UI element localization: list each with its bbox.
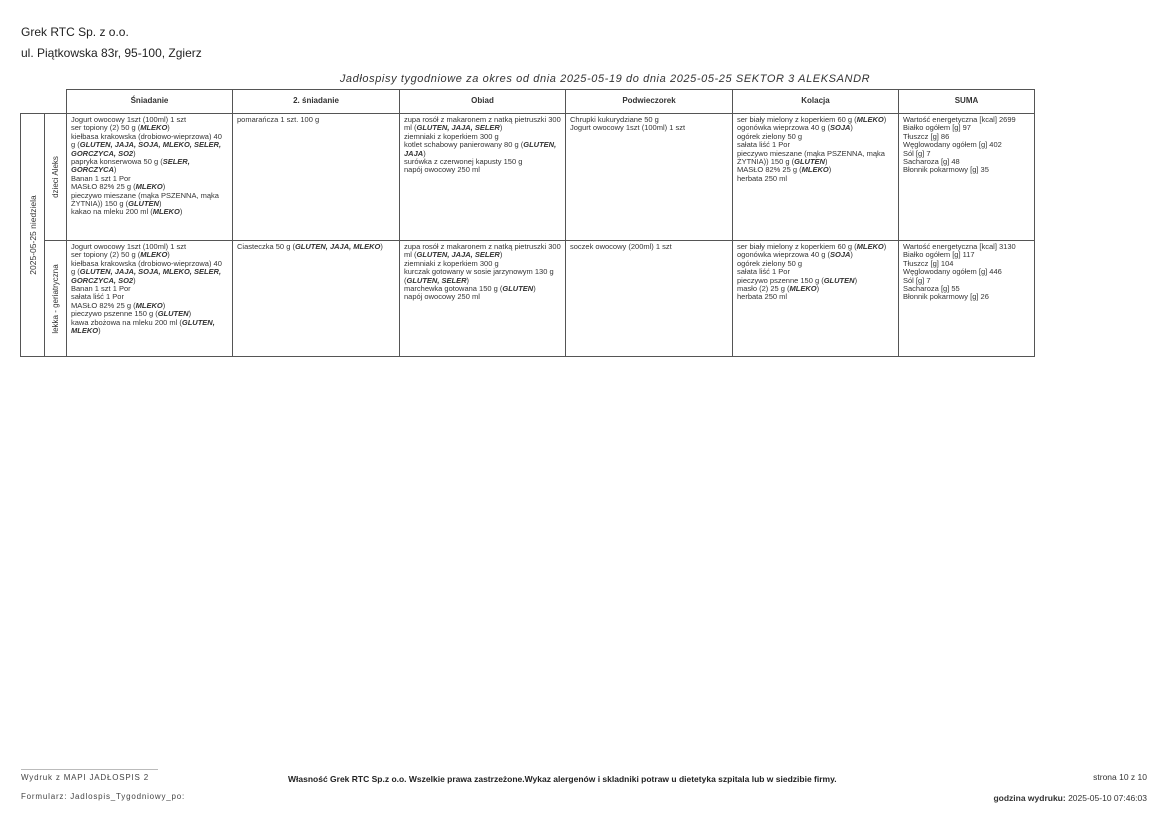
allergen-text: GLUTEN, JAJA, SOJA, MLEKO, SELER, GORCZYCA, SO2 <box>71 140 222 158</box>
item-text: Sacharoza [g] 48 <box>903 157 960 167</box>
item-text: pieczywo pszenne 150 g ( <box>71 309 158 319</box>
item-text: napój owocowy 250 ml <box>404 165 480 175</box>
item-text: kotlet schabowy panierowany 80 g ( <box>404 140 524 150</box>
allergen-text: MLEKO <box>135 300 163 310</box>
allergen-text: MLEKO <box>801 165 829 175</box>
allergen-text: GLUTEN <box>128 199 159 209</box>
item-text: ) <box>499 123 503 133</box>
item-text: ser biały mielony z koperkiem 60 g ( <box>737 115 857 124</box>
summary-cell <box>899 114 1035 241</box>
meal-cell-lunch <box>400 114 566 241</box>
item-text: Jogurt owocowy 1szt (100ml) 1 szt <box>570 123 686 133</box>
menu-item-line <box>71 158 228 175</box>
item-text: ser topiony (2) 50 g ( <box>71 123 141 133</box>
menu-item-line <box>570 243 728 251</box>
item-text: ) <box>167 123 170 133</box>
item-text: Białko ogółem [g] 117 <box>903 250 975 260</box>
item-text: papryka konserwowa 50 g ( <box>71 157 163 167</box>
item-text: kawa zbożowa na mleku 200 ml ( <box>71 317 182 327</box>
footer-printout: Wydruk z MAPI JADŁOSPIS 2 <box>21 773 149 782</box>
item-text: kurczak gotowany w sosie jarzynowym 130 g ( <box>404 267 554 285</box>
item-text: ) <box>167 250 170 260</box>
header-row <box>21 90 1035 114</box>
allergen-text: MLEKO <box>140 123 168 133</box>
menu-item-line <box>71 133 228 158</box>
meal-cell-second-breakfast <box>233 114 400 241</box>
item-text: Banan 1 szt 1 Por <box>71 173 131 183</box>
item-text: Sól [g] 7 <box>903 275 931 285</box>
company-name: Grek RTC Sp. z o.o. <box>21 25 129 39</box>
meal-cell-second-breakfast <box>233 241 400 357</box>
diet-label: dzieci Aleks <box>50 156 60 198</box>
menu-item-line <box>404 141 561 158</box>
item-text: ) <box>162 182 166 192</box>
item-text: Węglowodany ogółem [g] 446 <box>903 267 1002 277</box>
page-title: Jadłospisy tygodniowe za okres od dnia 2025-05-19 do dnia 2025-05-25 SEKTOR 3 ALEKSANDR <box>339 73 871 85</box>
item-text: ogórek zielony 50 g <box>737 131 803 141</box>
allergen-text: MLEKO <box>135 182 163 192</box>
column-header: Obiad <box>400 90 566 114</box>
allergen-text: MLEKO <box>856 242 884 251</box>
diet-cell <box>45 114 67 241</box>
allergen-text: SOJA <box>829 250 851 260</box>
allergen-text: GLUTEN, JAJA, MLEKO <box>294 242 381 251</box>
item-text: ) <box>162 300 166 310</box>
item-text: pomarańcza 1 szt. 100 g <box>237 115 320 124</box>
menu-item-line <box>737 293 894 301</box>
item-text: ) <box>380 242 383 251</box>
meal-cell-lunch <box>400 241 566 357</box>
item-text: ) <box>188 309 192 319</box>
item-text: ) <box>883 115 887 124</box>
item-text: Ciasteczka 50 g ( <box>237 242 295 251</box>
item-text: MASŁO 82% 25 g ( <box>71 182 136 192</box>
table-row <box>21 241 1035 357</box>
item-text: pieczywo pszenne 150 g ( <box>737 275 824 285</box>
item-text: Węglowodany ogółem [g] 402 <box>903 140 1002 150</box>
item-text: ) <box>850 123 853 133</box>
allergen-text: MLEKO <box>856 115 884 124</box>
item-text: Wartość energetyczna [kcal] 2699 <box>903 115 1016 124</box>
column-header: 2. śniadanie <box>233 90 400 114</box>
meal-cell-dinner <box>733 241 899 357</box>
allergen-text: GLUTEN, JAJA, SELER <box>416 250 500 260</box>
footer-page-number: strona 10 z 10 <box>1093 772 1147 782</box>
item-text: ogonówka wieprzowa 40 g ( <box>737 123 830 133</box>
item-text: ) <box>824 157 828 167</box>
allergen-text: GLUTEN <box>823 275 855 285</box>
item-text: ogonówka wieprzowa 40 g ( <box>737 250 830 260</box>
item-text: MASŁO 82% 25 g ( <box>737 165 802 175</box>
footer-print-time-label: godzina wydruku: <box>993 793 1066 803</box>
item-text: herbata 250 ml <box>737 292 788 302</box>
header-blank <box>21 90 45 114</box>
item-text: herbata 250 ml <box>737 173 788 183</box>
item-text: ) <box>883 242 887 251</box>
menu-item-line <box>404 243 561 260</box>
item-text: ) <box>533 284 536 294</box>
column-header: Podwieczorek <box>566 90 733 114</box>
allergen-text: MLEKO <box>152 207 180 217</box>
item-text: Jogurt owocowy 1szt (100ml) 1 szt <box>71 242 187 251</box>
allergen-text: GLUTEN, JAJA, SOJA, MLEKO, SELER, GORCZYCA, SO2 <box>71 267 222 285</box>
item-text: Błonnik pokarmowy [g] 26 <box>903 292 989 302</box>
meal-cell-snack <box>566 241 733 357</box>
footer-print-time-value: 2025-05-10 07:46:03 <box>1068 793 1147 803</box>
item-text: ) <box>828 165 832 175</box>
item-text: MASŁO 82% 25 g ( <box>71 300 136 310</box>
item-text: napój owocowy 250 ml <box>404 292 480 302</box>
item-text: ) <box>179 207 183 217</box>
table-row <box>21 114 1035 241</box>
item-text: ) <box>113 165 117 175</box>
item-text: Białko ogółem [g] 97 <box>903 123 971 133</box>
menu-item-line <box>71 319 228 336</box>
allergen-text: GLUTEN <box>157 309 189 319</box>
meal-cell-breakfast <box>67 241 233 357</box>
diet-cell <box>45 241 67 357</box>
column-header: SUMA <box>899 90 1035 114</box>
menu-table <box>20 89 1035 357</box>
item-text: ) <box>98 326 101 336</box>
item-text: ziemniaki z koperkiem 300 g <box>404 131 499 141</box>
item-text: sałata liść 1 Por <box>71 292 124 302</box>
allergen-text: SOJA <box>829 123 851 133</box>
item-text: Wartość energetyczna [kcal] 3130 <box>903 242 1016 251</box>
item-text: Tłuszcz [g] 86 <box>903 131 950 141</box>
footer-print-time <box>993 793 1147 803</box>
menu-item-line <box>71 208 228 216</box>
allergen-text: GLUTEN <box>502 284 534 294</box>
item-text: Tłuszcz [g] 104 <box>903 258 954 268</box>
item-text: kiełbasa krakowska (drobiowo-wieprzowa) 40 g ( <box>71 258 222 277</box>
date-cell <box>21 114 45 357</box>
menu-item-line <box>404 293 561 301</box>
item-text: ) <box>133 275 136 285</box>
menu-item-line <box>570 124 728 132</box>
item-text: soczek owocowy (200ml) 1 szt <box>570 242 672 251</box>
menu-item-line <box>71 260 228 285</box>
item-text: ) <box>850 250 853 260</box>
menu-item-line <box>404 166 561 174</box>
menu-item-line <box>903 293 1030 301</box>
item-text: ziemniaki z koperkiem 300 g <box>404 258 499 268</box>
diet-label: lekka - geriatryczna <box>50 263 60 334</box>
item-text: pieczywo mieszane (mąka PSZENNA, mąka ŻYTNIA)) 150 g ( <box>71 190 219 209</box>
meal-cell-snack <box>566 114 733 241</box>
item-text: Sól [g] 7 <box>903 148 931 158</box>
menu-item-line <box>404 268 561 285</box>
summary-cell <box>899 241 1035 357</box>
item-text: ) <box>816 284 820 294</box>
item-text: Błonnik pokarmowy [g] 35 <box>903 165 989 175</box>
column-header: Kolacja <box>733 90 899 114</box>
item-text: sałata liść 1 Por <box>737 140 790 150</box>
allergen-text: GLUTEN, MLEKO <box>71 317 215 336</box>
footer-ownership: Własność Grek RTC Sp.z o.o. Wszelkie prawa zastrzeżone.Wykaz alergenów i skladniki potraw u dietetyka szpitala lub w siedzibie firmy. <box>288 774 837 784</box>
allergen-text: GLUTEN, SELER <box>406 275 467 285</box>
allergen-text: GLUTEN, JAJA <box>404 140 557 158</box>
item-text: ) <box>466 275 470 285</box>
company-address: ul. Piątkowska 83r, 95-100, Zgierz <box>21 46 202 60</box>
allergen-text: MLEKO <box>789 284 817 294</box>
item-text: ) <box>854 275 858 285</box>
item-text: Banan 1 szt 1 Por <box>71 284 131 294</box>
item-text: ser biały mielony z koperkiem 60 g ( <box>737 242 857 251</box>
allergen-text: MLEKO <box>140 250 168 260</box>
item-text: Jogurt owocowy 1szt (100ml) 1 szt <box>71 115 187 124</box>
menu-item-line <box>903 166 1030 174</box>
footer-form: Formularz: Jadlospis_Tygodniowy_po: <box>21 792 186 801</box>
item-text: masło (2) 25 g ( <box>737 284 790 294</box>
item-text: marchewka gotowana 150 g ( <box>404 284 503 294</box>
menu-item-line <box>737 175 894 183</box>
item-text: kakao na mleku 200 ml ( <box>71 207 153 217</box>
item-text: sałata liść 1 Por <box>737 267 790 277</box>
item-text: ) <box>423 148 426 158</box>
company-header <box>21 22 202 64</box>
item-text: ) <box>133 148 136 158</box>
date-label: 2025-05-25 niedziela <box>27 195 38 275</box>
allergen-text: GLUTEN <box>794 157 825 167</box>
menu-item-line <box>71 192 228 209</box>
allergen-text: SELER, GORCZYCA <box>71 157 190 175</box>
meal-cell-dinner <box>733 114 899 241</box>
column-header: Śniadanie <box>67 90 233 114</box>
meal-cell-breakfast <box>67 114 233 241</box>
item-text: Chrupki kukurydziane 50 g <box>570 115 659 124</box>
menu-item-line <box>237 243 395 251</box>
item-text: zupa rosół z makaronem z natką pietruszki 300 ml ( <box>404 115 561 133</box>
menu-item-line <box>237 116 395 124</box>
item-text: ser topiony (2) 50 g ( <box>71 250 141 260</box>
header-blank <box>45 90 67 114</box>
item-text: ) <box>158 199 162 209</box>
item-text: pieczywo mieszane (mąka PSZENNA, mąka ŻYTNIA)) 150 g ( <box>737 148 885 167</box>
menu-item-line <box>404 116 561 133</box>
item-text: zupa rosół z makaronem z natką pietruszki 300 ml ( <box>404 242 561 260</box>
item-text: Sacharoza [g] 55 <box>903 284 960 294</box>
menu-item-line <box>737 150 894 167</box>
allergen-text: GLUTEN, JAJA, SELER <box>416 123 500 133</box>
item-text: kiełbasa krakowska (drobiowo-wieprzowa) 40 g ( <box>71 131 222 150</box>
item-text: ) <box>499 250 503 260</box>
item-text: surówka z czerwonej kapusty 150 g <box>404 157 523 167</box>
footer-divider <box>21 769 158 770</box>
item-text: ogórek zielony 50 g <box>737 258 803 268</box>
